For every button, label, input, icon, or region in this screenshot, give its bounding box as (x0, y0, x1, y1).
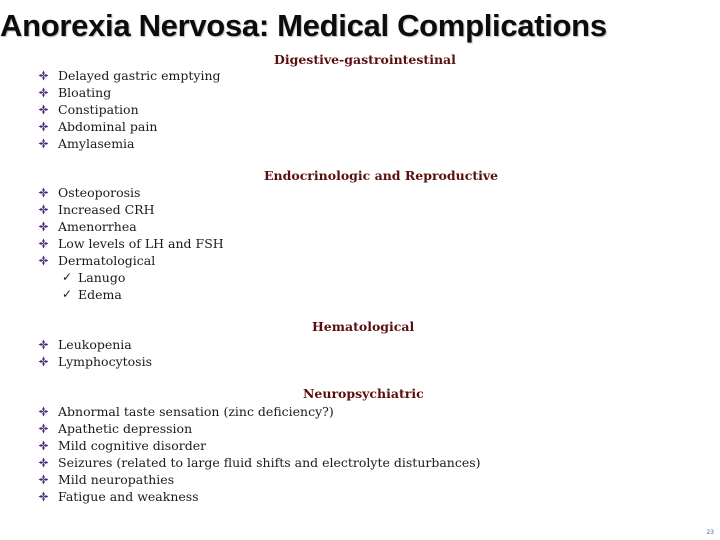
diamond-bullet-icon (38, 104, 49, 115)
list-item-label: Osteoporosis (58, 185, 141, 200)
list-item (38, 471, 481, 488)
sub-list-item-label: Edema (78, 287, 122, 302)
list-item (38, 252, 224, 269)
sub-list-item (38, 269, 125, 286)
section-heading-neuropsychiatric: Neuropsychiatric (303, 386, 424, 401)
sub-list-item (38, 286, 125, 303)
digestive-list (38, 67, 221, 152)
diamond-bullet-icon (38, 356, 49, 367)
list-item-label: Dermatological (58, 253, 156, 268)
diamond-bullet-icon (38, 423, 49, 434)
list-item-label: Low levels of LH and FSH (58, 236, 224, 251)
list-item (38, 184, 224, 201)
list-item-label: Mild neuropathies (58, 472, 175, 487)
diamond-bullet-icon (38, 474, 49, 485)
list-item (38, 437, 481, 454)
list-item-label: Delayed gastric emptying (58, 68, 221, 83)
list-item-label: Abdominal pain (58, 119, 158, 134)
diamond-bullet-icon (38, 70, 49, 81)
list-item-label: Fatigue and weakness (58, 489, 199, 504)
slide-number: 23 (706, 529, 714, 536)
diamond-bullet-icon (38, 121, 49, 132)
diamond-bullet-icon (38, 87, 49, 98)
list-item (38, 235, 224, 252)
diamond-bullet-icon (38, 255, 49, 266)
list-item (38, 420, 481, 437)
diamond-bullet-icon (38, 221, 49, 232)
list-item (38, 101, 221, 118)
list-item (38, 135, 221, 152)
hematological-list (38, 336, 152, 370)
list-item (38, 488, 481, 505)
list-item (38, 454, 481, 471)
list-item (38, 336, 152, 353)
sub-list-item-label: Lanugo (78, 270, 126, 285)
slide-title: Anorexia Nervosa: Medical Complications (0, 8, 607, 43)
diamond-bullet-icon (38, 339, 49, 350)
section-heading-endocrinologic: Endocrinologic and Reproductive (264, 168, 499, 183)
section-heading-digestive: Digestive-gastrointestinal (274, 52, 456, 67)
diamond-bullet-icon (38, 491, 49, 502)
list-item-label: Apathetic depression (58, 421, 193, 436)
list-item (38, 67, 221, 84)
diamond-bullet-icon (38, 457, 49, 468)
list-item (38, 201, 224, 218)
checkmark-icon: ✓ (62, 270, 73, 284)
section-heading-hematological: Hematological (312, 319, 415, 334)
diamond-bullet-icon (38, 204, 49, 215)
list-item-label: Amylasemia (58, 136, 135, 151)
endocrinologic-list (38, 184, 224, 269)
diamond-bullet-icon (38, 238, 49, 249)
list-item-label: Mild cognitive disorder (58, 438, 207, 453)
list-item-label: Abnormal taste sensation (zinc deficiency?) (58, 404, 334, 419)
list-item (38, 353, 152, 370)
list-item (38, 218, 224, 235)
list-item (38, 84, 221, 101)
list-item-label: Bloating (58, 85, 112, 100)
list-item-label: Leukopenia (58, 337, 132, 352)
diamond-bullet-icon (38, 138, 49, 149)
dermatological-sublist (38, 269, 125, 303)
list-item-label: Lymphocytosis (58, 354, 153, 369)
diamond-bullet-icon (38, 406, 49, 417)
checkmark-icon: ✓ (62, 287, 73, 301)
neuropsychiatric-list (38, 403, 481, 505)
list-item (38, 403, 481, 420)
list-item-label: Seizures (related to large fluid shifts and electrolyte disturbances) (58, 455, 481, 470)
diamond-bullet-icon (38, 440, 49, 451)
diamond-bullet-icon (38, 187, 49, 198)
list-item (38, 118, 221, 135)
list-item-label: Amenorrhea (58, 219, 137, 234)
list-item-label: Increased CRH (58, 202, 155, 217)
list-item-label: Constipation (58, 102, 139, 117)
